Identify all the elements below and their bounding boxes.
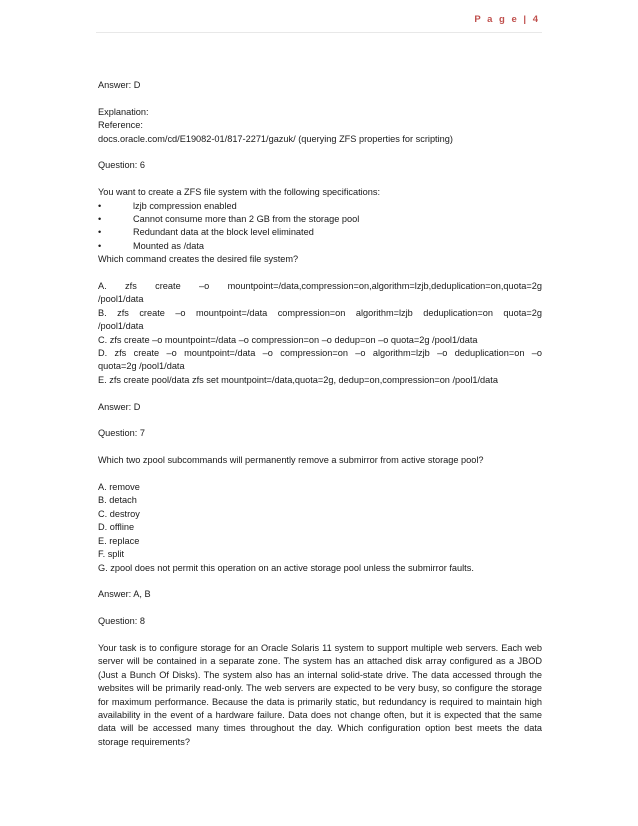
option-d: D. offline — [98, 522, 135, 533]
option-c: C. zfs create –o mountpoint=/data –o compression=on –o dedup=on –o quota=2g /pool1/data — [98, 334, 478, 345]
page-number-header: P a g e | 4 — [474, 14, 540, 25]
question-6-intro: You want to create a ZFS file system with the following specifications: — [98, 187, 381, 198]
bullet-icon: • — [98, 227, 102, 238]
question-8-body: Your task is to configure storage for an Oracle Solaris 11 system to support multiple web servers. Each web server will be contained in a separate zone. The system has an attached disk array configured as a JBOD (Just a Bunch Of Disks). The system also has an internal solid-state drive. The data accessed through the websites will be primarily read-only. The web servers are expected to be very busy, so configure the storage for maximum performance. Because the data is primarily static, but redundancy is required to maintain high availability in the event of a hardware failure. Data does not change often, but it is expected that the same data will be accessed many times throughout the day. Which configuration option best meets the data storage requirements? — [98, 642, 542, 747]
question-8-title: Question: 8 — [98, 616, 145, 627]
bullet-icon: • — [98, 214, 102, 225]
option-b-line-2: /pool1/data — [98, 321, 144, 332]
option-b: B. detach — [98, 495, 137, 506]
option-a-line-1: A. zfs create –o mountpoint=/data,compression=on,algorithm=lzjb,deduplication=on,quota=2g — [98, 281, 542, 292]
question-7-title: Question: 7 — [98, 428, 145, 439]
header-divider — [96, 32, 542, 33]
explanation-label: Explanation: — [98, 106, 149, 117]
document-body — [98, 79, 542, 749]
answer-q7: Answer: A, B — [98, 589, 151, 600]
reference-url: docs.oracle.com/cd/E19082-01/817-2271/gazuk/ (querying ZFS properties for scripting) — [98, 133, 453, 144]
question-7-prompt: Which two zpool subcommands will permanently remove a submirror from active storage pool? — [98, 455, 484, 466]
option-f: F. split — [98, 549, 125, 560]
bullet-icon: • — [98, 240, 102, 251]
list-item: • Cannot consume more than 2 GB from the storage pool — [98, 213, 542, 226]
list-item: • Redundant data at the block level eliminated — [98, 226, 542, 239]
option-e: E. replace — [98, 535, 140, 546]
option-c: C. destroy — [98, 508, 140, 519]
bullet-icon: • — [98, 200, 102, 211]
option-g: G. zpool does not permit this operation on an active storage pool unless the submirror faults. — [98, 562, 474, 573]
option-b-line-1: B. zfs create –o mountpoint=/data compression=on algorithm=lzjb deduplication=on quota=2g — [98, 307, 542, 318]
reference-label: Reference: — [98, 120, 143, 131]
option-d-line-1: D. zfs create –o mountpoint=/data –o compression=on –o algorithm=lzjb –o deduplication=on –o — [98, 348, 542, 359]
option-d-line-2: quota=2g /pool1/data — [98, 361, 185, 372]
question-6-prompt: Which command creates the desired file system? — [98, 254, 299, 265]
list-item: • lzjb compression enabled — [98, 200, 542, 213]
list-item: • Mounted as /data — [98, 240, 542, 253]
answer-q5: Answer: D — [98, 80, 141, 90]
option-e: E. zfs create pool/data zfs set mountpoint=/data,quota=2g, dedup=on,compression=on /pool1/data — [98, 374, 498, 385]
answer-q6: Answer: D — [98, 401, 141, 412]
option-a: A. remove — [98, 482, 140, 493]
option-a-line-2: /pool1/data — [98, 294, 144, 305]
question-6-title: Question: 6 — [98, 160, 145, 171]
